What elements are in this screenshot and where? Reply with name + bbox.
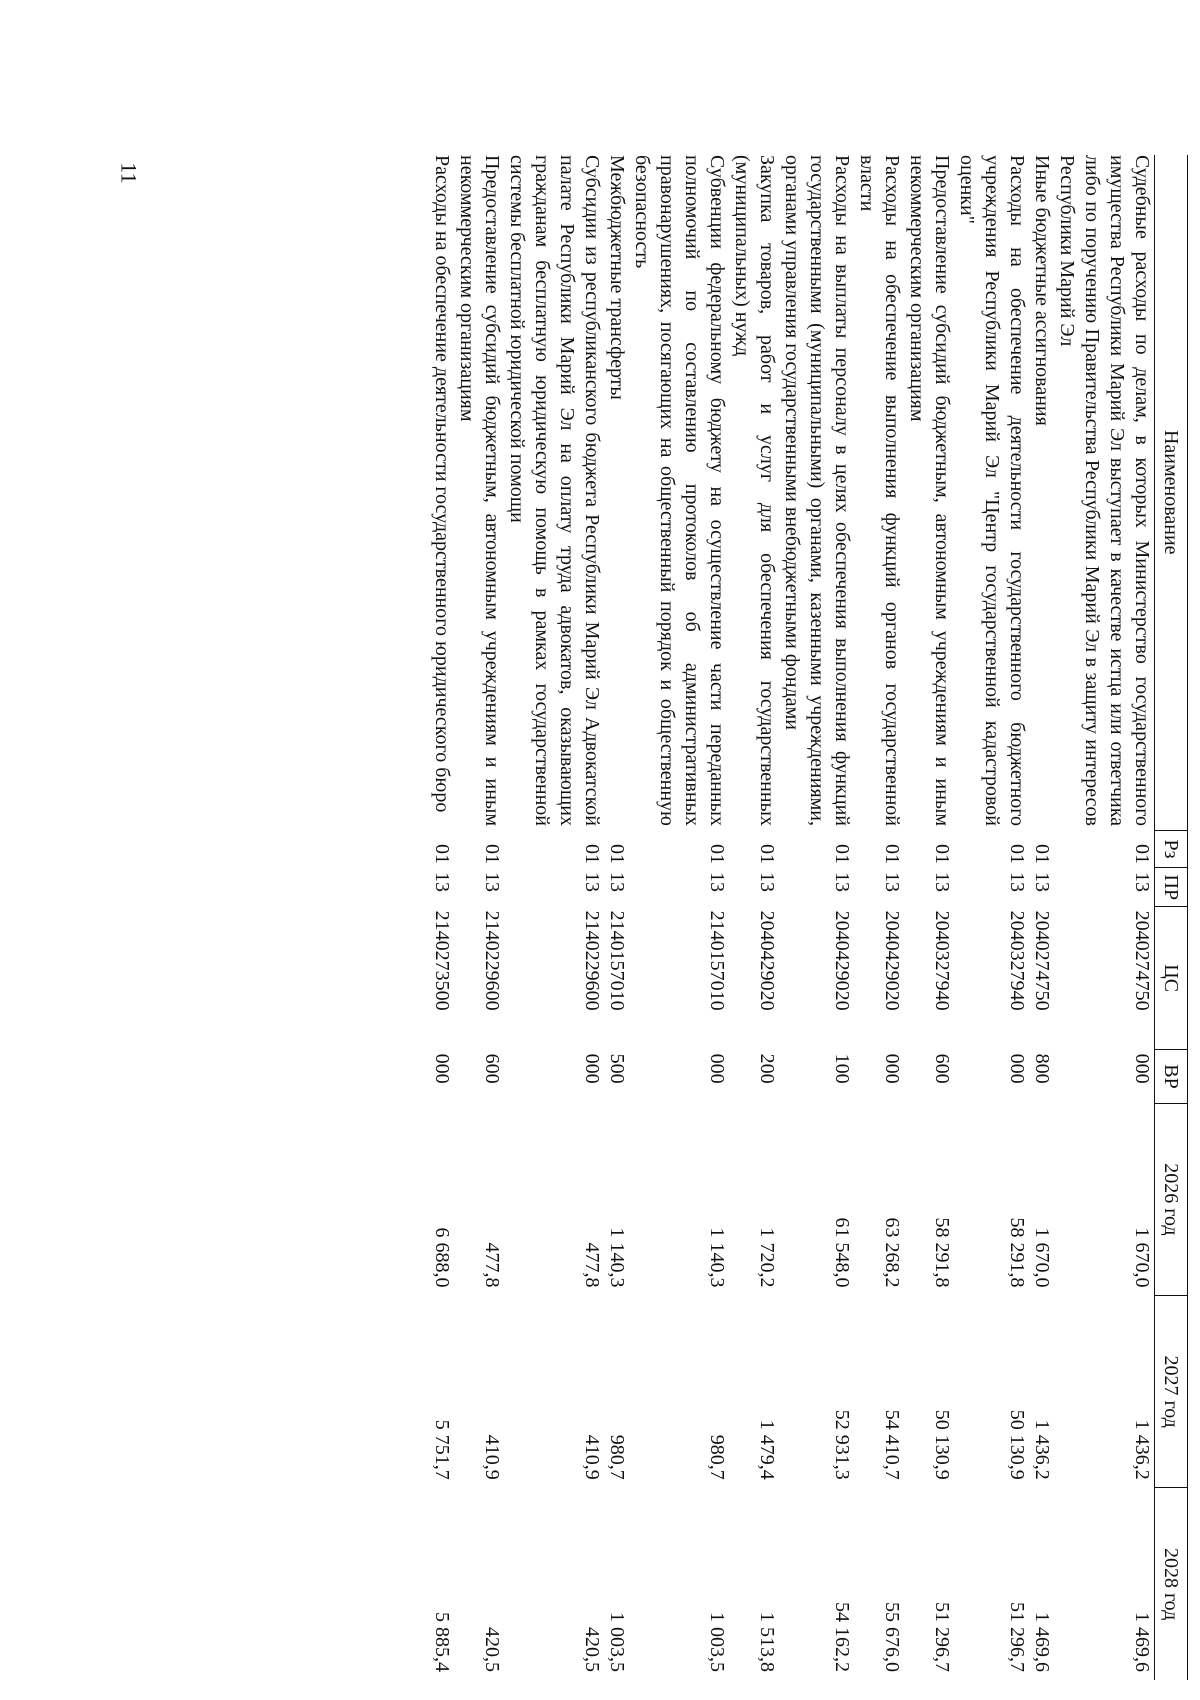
row-vr: 000 <box>1131 1053 1153 1084</box>
row-2028-value: 1 513,8 <box>756 1612 778 1672</box>
table-row <box>1054 155 1155 1680</box>
row-vr: 200 <box>756 1053 778 1084</box>
row-2027-value: 410,9 <box>581 1434 603 1480</box>
row-rz: 01 <box>706 843 728 864</box>
row-2027-value: 980,7 <box>606 1434 628 1480</box>
row-2026-value: 1 140,3 <box>706 1227 728 1288</box>
row-cs: 2040327940 <box>931 910 953 1011</box>
row-rz: 01 <box>431 843 453 864</box>
row-2026-value: 1 720,2 <box>756 1227 778 1288</box>
row-cs: 2140273500 <box>431 910 453 1011</box>
row-pr: 13 <box>606 871 628 892</box>
table-row <box>954 155 1029 1680</box>
header-2027: 2027 год <box>1155 1296 1188 1488</box>
row-2027-value: 50 130,9 <box>1006 1409 1028 1480</box>
header-name: Наименование <box>1155 155 1188 830</box>
table-row <box>429 155 454 1680</box>
row-vr: 000 <box>581 1053 603 1084</box>
row-pr: 13 <box>881 871 903 892</box>
row-name: Расходы на обеспечение деятельности государственного бюджетного учреждения Республики Марий Эл "Центр государственной кадастровой оценки" <box>956 155 1028 826</box>
row-name: Иные бюджетные ассигнования <box>1031 155 1053 426</box>
row-2028-value: 5 885,4 <box>431 1612 453 1672</box>
row-2028-value: 55 676,0 <box>881 1602 903 1672</box>
table-row <box>504 155 604 1680</box>
row-2028-value: 1 469,6 <box>1131 1612 1153 1672</box>
table-row <box>1029 155 1054 1680</box>
row-pr: 13 <box>581 871 603 892</box>
table-body <box>429 155 1155 1680</box>
row-vr: 000 <box>881 1053 903 1084</box>
row-pr: 13 <box>831 871 853 892</box>
row-2028-value: 51 296,7 <box>1006 1602 1028 1672</box>
row-2028-value: 1 469,6 <box>1031 1612 1053 1672</box>
page-number: 11 <box>116 162 142 184</box>
table-row <box>454 155 504 1680</box>
row-2026-value: 6 688,0 <box>431 1227 453 1288</box>
row-pr: 13 <box>481 871 503 892</box>
row-2027-value: 410,9 <box>481 1434 503 1480</box>
header-cs: ЦС <box>1155 907 1188 1050</box>
row-name: Расходы на обеспечение деятельности государственного юридического бюро <box>431 155 453 813</box>
row-rz: 01 <box>931 843 953 864</box>
row-cs: 2140157010 <box>706 910 728 1011</box>
row-name: Предоставление субсидий бюджетным, автономным учреждениям и иным некоммерческим организациям <box>456 155 503 826</box>
row-cs: 2040274750 <box>1131 910 1153 1011</box>
row-rz: 01 <box>831 843 853 864</box>
row-rz: 01 <box>606 843 628 864</box>
row-2028-value: 1 003,5 <box>606 1612 628 1672</box>
row-2026-value: 1 670,0 <box>1131 1227 1153 1288</box>
row-cs: 2140157010 <box>606 910 628 1011</box>
header-rz: Рз <box>1155 830 1188 868</box>
budget-table <box>429 155 1188 1680</box>
row-rz: 01 <box>756 843 778 864</box>
row-2026-value: 477,8 <box>481 1242 503 1288</box>
row-name: Закупка товаров, работ и услуг для обеспечения государственных (муниципальных) нужд <box>731 155 778 826</box>
row-name: Предоставление субсидий бюджетным, автономным учреждениям и иным некоммерческим организациям <box>906 155 953 826</box>
row-vr: 000 <box>706 1053 728 1084</box>
row-rz: 01 <box>1006 843 1028 864</box>
row-2026-value: 1 670,0 <box>1031 1227 1053 1288</box>
row-vr: 800 <box>1031 1053 1053 1084</box>
row-vr: 000 <box>1006 1053 1028 1084</box>
row-vr: 100 <box>831 1053 853 1084</box>
row-2027-value: 50 130,9 <box>931 1409 953 1480</box>
row-vr: 600 <box>931 1053 953 1084</box>
row-2028-value: 54 162,2 <box>831 1602 853 1672</box>
header-2028: 2028 год <box>1155 1488 1188 1680</box>
row-cs: 2040429020 <box>881 910 903 1011</box>
header-pr: ПР <box>1155 868 1188 907</box>
row-pr: 13 <box>706 871 728 892</box>
row-2027-value: 5 751,7 <box>431 1419 453 1480</box>
row-vr: 600 <box>481 1053 503 1084</box>
row-2026-value: 61 548,0 <box>831 1217 853 1288</box>
row-rz: 01 <box>1131 843 1153 864</box>
row-pr: 13 <box>431 871 453 892</box>
row-pr: 13 <box>1131 871 1153 892</box>
row-2028-value: 1 003,5 <box>706 1612 728 1672</box>
row-cs: 2040429020 <box>831 910 853 1011</box>
rotated-page-content <box>143 155 1188 1700</box>
table-header-row <box>1155 155 1188 1680</box>
row-2026-value: 63 268,2 <box>881 1217 903 1288</box>
row-2026-value: 477,8 <box>581 1242 603 1288</box>
row-2028-value: 420,5 <box>581 1627 603 1672</box>
row-cs: 2040327940 <box>1006 910 1028 1011</box>
row-cs: 2040429020 <box>756 910 778 1011</box>
row-name: Субвенции федеральному бюджету на осуществление части переданных полномочий по составлению протоколов об административных правонарушениях, посягающих на общественный порядок и общественную безопасность <box>631 155 728 826</box>
row-vr: 500 <box>606 1053 628 1084</box>
table-row <box>904 155 954 1680</box>
row-pr: 13 <box>1031 871 1053 892</box>
row-2026-value: 58 291,8 <box>1006 1217 1028 1288</box>
row-rz: 01 <box>481 843 503 864</box>
row-name: Субсидии из республиканского бюджета Республики Марий Эл Адвокатской палате Республики Марий Эл на оплату труда адвокатов, оказывающих гражданам бесплатную юридическую помощь в рамках государственной системы бесплатной юридической помощи <box>506 155 603 826</box>
row-pr: 13 <box>931 871 953 892</box>
table-row <box>604 155 629 1680</box>
row-2028-value: 51 296,7 <box>931 1602 953 1672</box>
row-2027-value: 980,7 <box>706 1434 728 1480</box>
row-name: Межбюджетные трансферты <box>606 155 628 400</box>
row-2026-value: 1 140,3 <box>606 1227 628 1288</box>
row-name: Расходы на обеспечение выполнения функций органов государственной власти <box>856 155 903 826</box>
table-row <box>779 155 854 1680</box>
header-2026: 2026 год <box>1155 1103 1188 1295</box>
row-2027-value: 52 931,3 <box>831 1409 853 1480</box>
row-rz: 01 <box>581 843 603 864</box>
row-cs: 2040274750 <box>1031 910 1053 1011</box>
row-rz: 01 <box>1031 843 1053 864</box>
row-vr: 000 <box>431 1053 453 1084</box>
row-cs: 2140229600 <box>581 910 603 1011</box>
row-2027-value: 1 436,2 <box>1131 1419 1153 1480</box>
row-2027-value: 1 479,4 <box>756 1419 778 1480</box>
table-row <box>854 155 904 1680</box>
row-2027-value: 54 410,7 <box>881 1409 903 1480</box>
row-2027-value: 1 436,2 <box>1031 1419 1053 1480</box>
row-pr: 13 <box>1006 871 1028 892</box>
row-name: Судебные расходы по делам, в которых Министерство государственного имущества Республики Марий Эл выступает в качестве истца или ответчика либо по поручению Правительства Республики Марий Эл в защиту интересов Республики Марий Эл <box>1056 155 1153 826</box>
table-row <box>629 155 729 1680</box>
row-2026-value: 58 291,8 <box>931 1217 953 1288</box>
row-pr: 13 <box>756 871 778 892</box>
row-cs: 2140229600 <box>481 910 503 1011</box>
table-row <box>729 155 779 1680</box>
header-vr: ВР <box>1155 1050 1188 1104</box>
row-name: Расходы на выплаты персоналу в целях обеспечения выполнения функций государственными (муниципальными) органами, казенными учреждениями, органами управления государственными внебюджетными фондами <box>781 155 853 826</box>
row-rz: 01 <box>881 843 903 864</box>
row-2028-value: 420,5 <box>481 1627 503 1672</box>
